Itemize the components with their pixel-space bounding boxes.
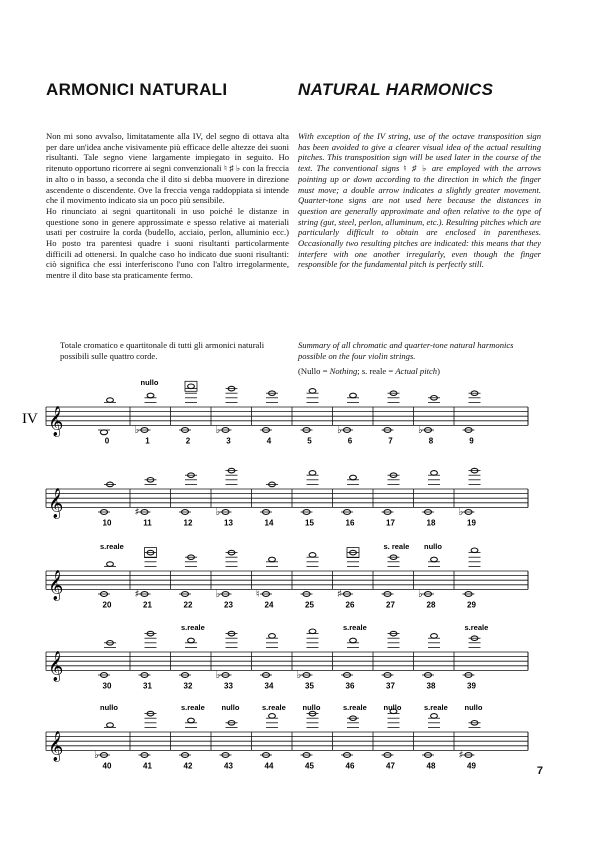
harmonic-number: 14 xyxy=(264,518,274,528)
summary-italian: Totale cromatico e quartitonale di tutti gli armonici naturali possibili sulle quattro corde. xyxy=(60,340,265,361)
harmonic-number: 30 xyxy=(102,681,112,691)
harmonic-number: 13 xyxy=(224,518,233,528)
string-label: IV xyxy=(22,410,38,427)
harmonic-number: 17 xyxy=(386,518,395,528)
harmonic-number: 38 xyxy=(426,681,436,691)
harmonic-number: 8 xyxy=(428,436,434,446)
harmonic-annotation: s.reale xyxy=(424,703,448,712)
harmonic-annotation: s.reale xyxy=(100,542,124,551)
accidental-icon: ♭ xyxy=(458,507,464,518)
harmonic-number: 10 xyxy=(102,518,112,528)
harmonic-number: 31 xyxy=(143,681,152,691)
harmonic-annotation: s.reale xyxy=(464,623,489,632)
harmonic-number: 0 xyxy=(104,436,110,446)
harmonic-number: 7 xyxy=(388,436,393,446)
harmonic-annotation: s.reale xyxy=(181,703,205,712)
harmonic-number: 1 xyxy=(145,436,150,446)
harmonic-note xyxy=(107,723,114,728)
harmonic-number: 47 xyxy=(386,761,395,771)
accidental-icon: ♮ xyxy=(256,589,260,600)
treble-clef-icon: 𝄞 xyxy=(48,570,64,601)
harmonic-number: 19 xyxy=(467,518,476,528)
base-note xyxy=(100,430,107,435)
harmonic-note xyxy=(269,714,276,719)
harmonic-annotation: nullo xyxy=(383,703,402,712)
accidental-icon: ♭ xyxy=(215,670,221,681)
accidental-icon: ♭ xyxy=(215,425,221,436)
harmonic-number: 23 xyxy=(224,600,233,610)
harmonic-note xyxy=(269,634,276,639)
harmonic-number: 40 xyxy=(102,761,112,771)
harmonic-note xyxy=(431,634,438,639)
accidental-icon: ♭ xyxy=(134,425,140,436)
harmonic-note xyxy=(350,475,357,480)
harmonic-number: 36 xyxy=(345,681,355,691)
harmonic-number: 48 xyxy=(426,761,436,771)
harmonic-note xyxy=(107,562,114,567)
summary-legend: (Nullo = Nothing; s. reale = Actual pitch) xyxy=(298,366,440,376)
harmonic-annotation: nullo xyxy=(100,703,118,712)
harmonic-number: 16 xyxy=(345,518,355,528)
harmonic-note xyxy=(309,389,316,394)
heading-english: NATURAL HARMONICS xyxy=(298,80,494,99)
harmonic-number: 4 xyxy=(266,436,272,446)
accidental-icon: ♭ xyxy=(296,670,302,681)
accidental-icon: ♭ xyxy=(94,750,99,761)
harmonic-number: 42 xyxy=(183,761,193,771)
harmonic-annotation: s.reale xyxy=(262,703,286,712)
harmonic-number: 27 xyxy=(386,600,395,610)
harmonic-number: 41 xyxy=(143,761,152,771)
accidental-icon: ♯ xyxy=(458,750,464,761)
harmonic-note xyxy=(350,393,357,398)
harmonic-note xyxy=(269,557,276,562)
treble-clef-icon: 𝄞 xyxy=(48,651,64,682)
harmonic-note xyxy=(309,553,316,558)
intro-italian-paragraph-1: Non mi sono avvalso, limitatamente alla IV, del segno di ottava alta per dare un'idea anche visivamente più efficace delle altezze dei suoni risultanti. Tale segno viene largamente impiegato in seguito. Ho ritenuto opportuno ricorrere ai segni convenzionali ♮ ♯ ♭ con la freccia in alto o in basso, a seconda che il dito si debba muovere in direzione ascendente o discendente. Ove la freccia venga raddoppiata si intende che il movimento indicato sia un poco più sensibile. xyxy=(46,131,289,206)
harmonic-number: 11 xyxy=(143,518,152,528)
harmonic-number: 18 xyxy=(426,518,436,528)
treble-clef-icon: 𝄞 xyxy=(48,488,64,519)
harmonic-number: 34 xyxy=(264,681,274,691)
harmonic-note xyxy=(431,557,438,562)
harmonic-number: 3 xyxy=(226,436,231,446)
harmonic-note xyxy=(471,548,478,553)
harmonic-number: 5 xyxy=(307,436,312,446)
harmonic-number: 49 xyxy=(467,761,476,771)
summary-english: Summary of all chromatic and quarter-tone natural harmonics possible on the four violin strings. xyxy=(298,340,514,361)
harmonic-note xyxy=(350,638,357,643)
harmonic-number: 26 xyxy=(345,600,355,610)
harmonic-note xyxy=(309,629,316,634)
harmonic-number: 20 xyxy=(102,600,112,610)
harmonic-number: 28 xyxy=(426,600,436,610)
harmonic-number: 33 xyxy=(224,681,233,691)
harmonic-annotation: nullo xyxy=(302,703,321,712)
harmonic-note xyxy=(431,714,438,719)
harmonic-number: 25 xyxy=(305,600,314,610)
harmonic-number: 32 xyxy=(183,681,193,691)
harmonic-number: 21 xyxy=(143,600,152,610)
harmonic-number: 12 xyxy=(183,518,193,528)
harmonic-note xyxy=(309,471,316,476)
harmonic-annotation: nullo xyxy=(140,378,159,387)
harmonic-note xyxy=(107,398,114,403)
harmonic-annotation: s.reale xyxy=(343,623,367,632)
harmonic-number: 29 xyxy=(467,600,476,610)
harmonic-note xyxy=(431,471,438,476)
harmonic-annotation: nullo xyxy=(221,703,240,712)
harmonic-number: 44 xyxy=(264,761,274,771)
harmonic-number: 24 xyxy=(264,600,274,610)
heading-italian: ARMONICI NATURALI xyxy=(46,80,228,99)
accidental-icon: ♯ xyxy=(134,589,140,600)
harmonic-annotation: s.reale xyxy=(181,623,205,632)
harmonic-note xyxy=(188,718,195,723)
harmonic-annotation: s. reale xyxy=(383,542,410,551)
accidental-icon: ♯ xyxy=(134,507,140,518)
harmonic-number: 46 xyxy=(345,761,355,771)
harmonic-number: 35 xyxy=(305,681,314,691)
accidental-icon: ♭ xyxy=(418,589,423,600)
harmonic-annotation: nullo xyxy=(424,542,442,551)
harmonic-number: 45 xyxy=(305,761,314,771)
harmonic-number: 2 xyxy=(185,436,191,446)
harmonic-number: 37 xyxy=(386,681,395,691)
harmonic-annotation: nullo xyxy=(464,703,483,712)
accidental-icon: ♭ xyxy=(215,589,221,600)
intro-english-paragraph: With exception of the IV string, use of the octave transposition sign has been avoided to give a clearer visual idea of the actual resulting pitches. This transposition sign will be used later in the course of the text. The conventional signs ♮ ♯ ♭ are employed with the arrows pointing up or down according to the direction in which the finger must move; a double arrow indicates a slightly greater movement. Quarter-tone signs are not used here because the distances in question are generally approximate and often relative to the type of string (gut, steel, perlon, alluminum, etc.). Resulting pitches which are particularly difficult to obtain are enclosed in parentheses. Occasionally two resulting pitches are indicated: this means that they interfere with one another irregularly, even though the finger responsible for the fundamental pitch is perfectly still. xyxy=(298,131,541,270)
accidental-icon: ♭ xyxy=(337,425,342,436)
page-number: 7 xyxy=(536,765,543,777)
harmonic-note xyxy=(188,638,195,643)
harmonic-note xyxy=(147,393,154,398)
treble-clef-icon: 𝄞 xyxy=(48,731,64,762)
harmonic-number: 39 xyxy=(467,681,476,691)
harmonic-number: 6 xyxy=(347,436,353,446)
harmonic-number: 43 xyxy=(224,761,233,771)
harmonic-number: 15 xyxy=(305,518,314,528)
intro-italian-paragraph-2: Ho rinunciato ai segni quartitonali in uso poiché le distanze in questione sono in genere approssimate e spesso relative ai materiali usati per costruire la corda (budello, acciaio, perlon, alluminio ecc.) Ho posto tra parentesi quadre i suoni risultanti particolarmente difficili ad ottenersi. In qualche caso ho indicato due suoni risultanti: ciò significa che essi interferiscono l'uno con l'altro irregolarmente, mentre il dito base sta praticamente fermo. xyxy=(46,205,289,281)
harmonic-number: 22 xyxy=(183,600,193,610)
harmonic-number: 9 xyxy=(469,436,474,446)
difficult-bracket xyxy=(185,381,197,391)
accidental-icon: ♭ xyxy=(418,425,423,436)
accidental-icon: ♭ xyxy=(215,507,221,518)
harmonic-annotation: s.reale xyxy=(343,703,367,712)
accidental-icon: ♯ xyxy=(337,589,342,600)
harmonic-note xyxy=(188,384,195,389)
treble-clef-icon: 𝄞 xyxy=(48,406,64,437)
